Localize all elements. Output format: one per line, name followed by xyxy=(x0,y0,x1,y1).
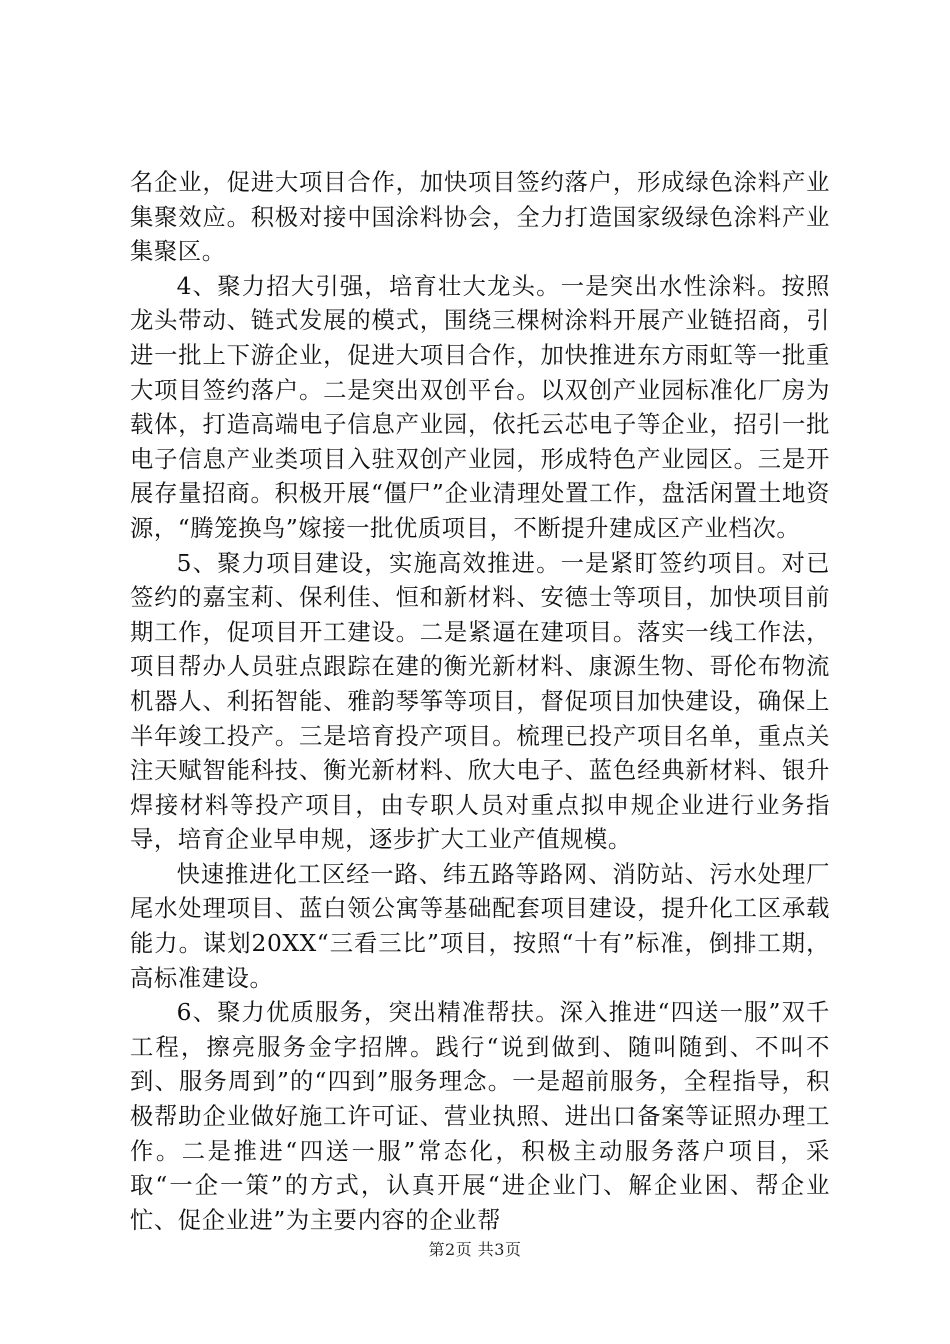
page-footer: 第2页 共3页 xyxy=(428,1240,522,1259)
paragraph-item-5: 5、聚力项目建设，实施高效推进。一是紧盯签约项目。对已签约的嘉宝莉、保利佳、恒和新材料、安德士等项目，加快项目前期工作，促项目开工建设。二是紧逼在建项目。落实一线工作法，项目帮办人员驻点跟踪在建的衡光新材料、康源生物、哥伦布物流机器人、利拓智能、雅韵琴筝等项目，督促项目加快建设，确保上半年竣工投产。三是培育投产项目。梳理已投产项目名单，重点关注天赋智能科技、衡光新材料、欣大电子、蓝色经典新材料、银升焊接材料等投产项目，由专职人员对重点拟申规企业进行业务指导，培育企业早申规，逐步扩大工业产值规模。 xyxy=(130,549,830,854)
paragraph-infrastructure: 快速推进化工区经一路、纬五路等路网、消防站、污水处理厂尾水处理项目、蓝白领公寓等基础配套项目建设，提升化工区承载能力。谋划20XX“三看三比”项目，按照“十有”标准，倒排工期，高标准建设。 xyxy=(130,860,830,992)
document-body xyxy=(130,166,830,1238)
paragraph-continuation: 名企业，促进大项目合作，加快项目签约落户，形成绿色涂料产业集聚效应。积极对接中国涂料协会，全力打造国家级绿色涂料产业集聚区。 xyxy=(130,169,830,266)
paragraph-item-6: 6、聚力优质服务，突出精准帮扶。深入推进“四送一服”双千工程，擦亮服务金字招牌。践行“说到做到、随叫随到、不叫不到、服务周到”的“四到”服务理念。一是超前服务，全程指导，积极帮助企业做好施工许可证、营业执照、进出口备案等证照办理工作。二是推进“四送一服”常态化，积极主动服务落户项目，采取“一企一策”的方式，认真开展“进企业门、解企业困、帮企业忙、促企业进”为主要内容的企业帮 xyxy=(130,999,830,1234)
paragraph-item-4: 4、聚力招大引强，培育壮大龙头。一是突出水性涂料。按照龙头带动、链式发展的模式，围绕三棵树涂料开展产业链招商，引进一批上下游企业，促进大项目合作，加快推进东方雨虹等一批重大项目签约落户。二是突出双创平台。以双创产业园标准化厂房为载体，打造高端电子信息产业园，依托云芯电子等企业，招引一批电子信息产业类项目入驻双创产业园，形成特色产业园区。三是开展存量招商。积极开展“僵尸”企业清理处置工作，盘活闲置土地资源，“腾笼换鸟”嫁接一批优质项目，不断提升建成区产业档次。 xyxy=(130,272,830,542)
